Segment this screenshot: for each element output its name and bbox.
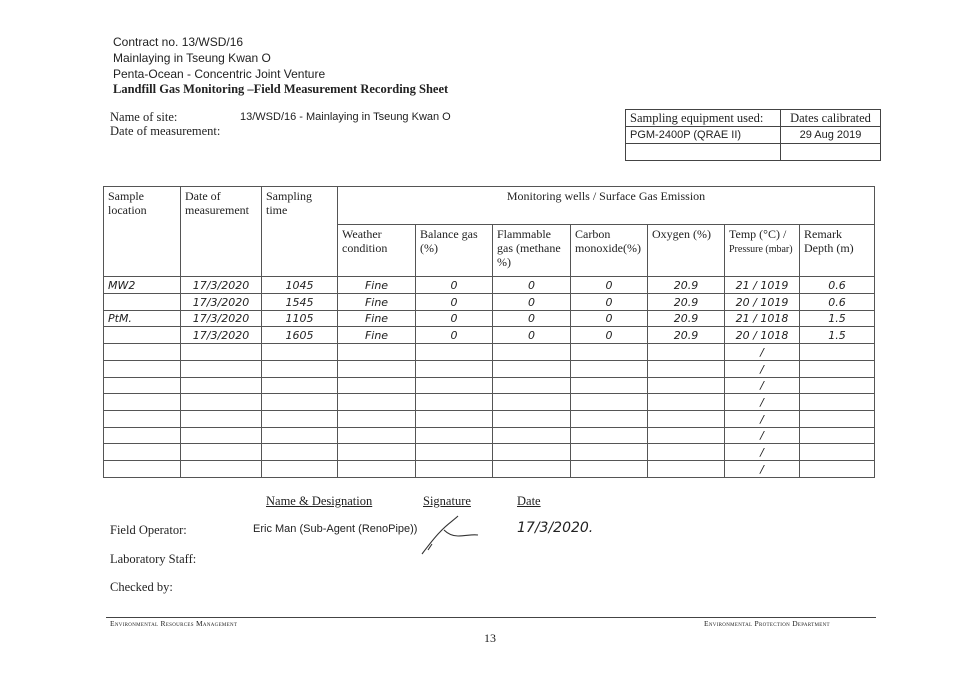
- cell-temp-pressure: [725, 411, 800, 428]
- cell-o2: 20.9: [648, 294, 725, 311]
- cell-co: [571, 344, 648, 361]
- cell-weather: [338, 427, 416, 444]
- contractor-name: Penta-Ocean - Concentric Joint Venture: [113, 67, 326, 81]
- equipment-header: Sampling equipment used:: [626, 110, 781, 127]
- cell-temp: 21: [735, 279, 750, 293]
- cell-temp: 20: [735, 329, 750, 343]
- cell-date: [181, 461, 262, 478]
- table-row: [104, 310, 875, 327]
- cell-balance: [416, 377, 493, 394]
- cell-pressure: 1018: [760, 329, 789, 343]
- cell-co: 0: [571, 310, 648, 327]
- cell-depth: [800, 427, 875, 444]
- cell-loc: [104, 360, 181, 377]
- cell-date: 17/3/2020: [181, 310, 262, 327]
- footer-left: Environmental Resources Management: [110, 619, 238, 628]
- cell-balance: [416, 411, 493, 428]
- cell-pressure: 1019: [760, 279, 789, 293]
- cell-co: 0: [571, 277, 648, 294]
- cell-time: 1045: [262, 277, 338, 294]
- field-operator-label: Field Operator:: [110, 523, 187, 537]
- header-sampling-time: Sampling time: [262, 187, 338, 277]
- table-row: [104, 461, 875, 478]
- cell-flam: [493, 377, 571, 394]
- table-body: [104, 277, 875, 478]
- cell-depth: 0.6: [800, 277, 875, 294]
- cell-balance: 0: [416, 294, 493, 311]
- cell-weather: [338, 411, 416, 428]
- cell-balance: [416, 444, 493, 461]
- cell-depth: [800, 377, 875, 394]
- cell-slash: /: [760, 446, 764, 460]
- table-row: [104, 444, 875, 461]
- cell-co: [571, 427, 648, 444]
- cell-co: [571, 444, 648, 461]
- cell-temp: 20: [735, 295, 750, 309]
- calibrated-value: 29 Aug 2019: [781, 127, 881, 144]
- table-row: [104, 344, 875, 361]
- cell-weather: [338, 444, 416, 461]
- cell-flam: [493, 394, 571, 411]
- project-name: Mainlaying in Tseung Kwan O: [113, 51, 271, 65]
- table-row: [104, 377, 875, 394]
- laboratory-staff-label: Laboratory Staff:: [110, 552, 197, 566]
- cell-slash: /: [749, 279, 761, 293]
- cell-loc: PtM.: [104, 310, 181, 327]
- table-row: [104, 411, 875, 428]
- cell-balance: [416, 427, 493, 444]
- cell-depth: 0.6: [800, 294, 875, 311]
- header-date-of-measurement: Date of measurement: [181, 187, 262, 277]
- cell-loc: [104, 411, 181, 428]
- cell-co: [571, 461, 648, 478]
- cell-weather: Fine: [338, 310, 416, 327]
- cell-temp-pressure: [725, 377, 800, 394]
- cell-co: 0: [571, 294, 648, 311]
- cell-loc: [104, 377, 181, 394]
- cell-temp-pressure: [725, 360, 800, 377]
- cell-slash: /: [760, 345, 764, 359]
- cell-slash: /: [760, 362, 764, 376]
- footer-rule: [106, 617, 876, 618]
- cell-o2: 20.9: [648, 327, 725, 344]
- cell-date: [181, 377, 262, 394]
- cell-o2: [648, 411, 725, 428]
- cell-temp-pressure: [725, 394, 800, 411]
- cell-o2: [648, 377, 725, 394]
- cell-co: [571, 377, 648, 394]
- cell-time: [262, 344, 338, 361]
- cell-balance: [416, 394, 493, 411]
- cell-depth: [800, 411, 875, 428]
- cell-time: [262, 444, 338, 461]
- cell-weather: [338, 360, 416, 377]
- cell-depth: 1.5: [800, 327, 875, 344]
- cell-temp-pressure: [725, 427, 800, 444]
- header-temp-pressure: [725, 224, 800, 276]
- cell-date: [181, 411, 262, 428]
- signature-mark: [418, 510, 482, 558]
- cell-date: [181, 360, 262, 377]
- header-temp: Temp (°C) /: [729, 226, 787, 241]
- cell-date: [181, 394, 262, 411]
- cell-loc: [104, 294, 181, 311]
- cell-balance: 0: [416, 277, 493, 294]
- measurement-table: [103, 186, 875, 478]
- header-oxygen: Oxygen (%): [648, 224, 725, 276]
- cell-balance: 0: [416, 310, 493, 327]
- site-name-label: Name of site:: [110, 110, 178, 124]
- cell-o2: [648, 461, 725, 478]
- cell-o2: [648, 444, 725, 461]
- table-row: [104, 360, 875, 377]
- cell-pressure: 1019: [760, 295, 789, 309]
- cell-temp-pressure: [725, 277, 800, 294]
- date-of-measurement-label: Date of measurement:: [110, 124, 221, 138]
- cell-loc: [104, 327, 181, 344]
- header-remark-depth: Remark Depth (m): [800, 224, 875, 276]
- cell-co: [571, 394, 648, 411]
- cell-o2: [648, 360, 725, 377]
- cell-o2: 20.9: [648, 277, 725, 294]
- signature-header: Signature: [423, 494, 471, 508]
- cell-balance: [416, 461, 493, 478]
- equipment-value: PGM-2400P (QRAE II): [626, 127, 781, 144]
- cell-temp-pressure: [725, 444, 800, 461]
- cell-weather: Fine: [338, 327, 416, 344]
- cell-temp-pressure: [725, 344, 800, 361]
- cell-weather: [338, 377, 416, 394]
- cell-o2: 20.9: [648, 310, 725, 327]
- cell-time: [262, 377, 338, 394]
- date-header: Date: [517, 494, 541, 508]
- header-flammable-gas: Flammable gas (methane %): [493, 224, 571, 276]
- cell-date: 17/3/2020: [181, 294, 262, 311]
- header-monitoring-group: Monitoring wells / Surface Gas Emission: [338, 187, 875, 225]
- calibrated-blank-cell: [781, 144, 881, 161]
- cell-time: 1105: [262, 310, 338, 327]
- header-weather: Weather condition: [338, 224, 416, 276]
- cell-flam: 0: [493, 294, 571, 311]
- cell-flam: [493, 411, 571, 428]
- cell-weather: Fine: [338, 277, 416, 294]
- operator-name: Eric Man (Sub-Agent (RenoPipe)): [253, 523, 418, 535]
- cell-flam: 0: [493, 277, 571, 294]
- cell-o2: [648, 394, 725, 411]
- cell-time: [262, 461, 338, 478]
- cell-time: [262, 360, 338, 377]
- cell-flam: [493, 427, 571, 444]
- page-number: 13: [484, 631, 496, 645]
- cell-weather: Fine: [338, 294, 416, 311]
- cell-slash: /: [749, 329, 761, 343]
- cell-flam: [493, 444, 571, 461]
- cell-co: [571, 360, 648, 377]
- table-row: [104, 427, 875, 444]
- cell-loc: [104, 461, 181, 478]
- cell-depth: [800, 394, 875, 411]
- cell-weather: [338, 344, 416, 361]
- cell-temp-pressure: [725, 461, 800, 478]
- cell-loc: [104, 427, 181, 444]
- cell-date: 17/3/2020: [181, 277, 262, 294]
- cell-time: 1605: [262, 327, 338, 344]
- cell-temp-pressure: [725, 310, 800, 327]
- cell-date: [181, 444, 262, 461]
- calibrated-header: Dates calibrated: [781, 110, 881, 127]
- sheet-title: Landfill Gas Monitoring –Field Measurement Recording Sheet: [113, 82, 449, 96]
- cell-temp: 21: [735, 312, 750, 326]
- cell-flam: 0: [493, 310, 571, 327]
- cell-balance: [416, 344, 493, 361]
- cell-date: [181, 344, 262, 361]
- header-balance-gas: Balance gas (%): [416, 224, 493, 276]
- cell-time: [262, 394, 338, 411]
- name-designation-header: Name & Designation: [266, 494, 373, 508]
- table-row: [104, 294, 875, 311]
- cell-depth: [800, 360, 875, 377]
- cell-o2: [648, 344, 725, 361]
- cell-weather: [338, 461, 416, 478]
- cell-flam: 0: [493, 327, 571, 344]
- cell-temp-pressure: [725, 294, 800, 311]
- operator-date: 17/3/2020.: [517, 520, 594, 536]
- cell-slash: /: [760, 463, 764, 476]
- checked-by-label: Checked by:: [110, 580, 173, 594]
- cell-co: 0: [571, 327, 648, 344]
- cell-slash: /: [760, 412, 764, 426]
- equipment-table: [625, 109, 881, 161]
- cell-depth: [800, 461, 875, 478]
- cell-date: 17/3/2020: [181, 327, 262, 344]
- cell-slash: /: [760, 396, 764, 410]
- cell-time: [262, 411, 338, 428]
- cell-balance: [416, 360, 493, 377]
- table-row: [104, 394, 875, 411]
- table-row: [104, 327, 875, 344]
- cell-slash: /: [749, 312, 761, 326]
- cell-date: [181, 427, 262, 444]
- cell-flam: [493, 461, 571, 478]
- site-name-value: 13/WSD/16 - Mainlaying in Tseung Kwan O: [240, 111, 451, 123]
- cell-slash: /: [760, 429, 764, 443]
- cell-time: [262, 427, 338, 444]
- cell-slash: /: [749, 295, 761, 309]
- cell-loc: [104, 344, 181, 361]
- header-pressure: Pressure (mbar): [729, 243, 793, 255]
- contract-number: Contract no. 13/WSD/16: [113, 35, 244, 49]
- cell-depth: [800, 344, 875, 361]
- table-row: [104, 277, 875, 294]
- cell-depth: [800, 444, 875, 461]
- cell-time: 1545: [262, 294, 338, 311]
- cell-loc: [104, 444, 181, 461]
- cell-slash: /: [760, 379, 764, 393]
- cell-o2: [648, 427, 725, 444]
- cell-temp-pressure: [725, 327, 800, 344]
- cell-depth: 1.5: [800, 310, 875, 327]
- cell-flam: [493, 360, 571, 377]
- header-carbon-monoxide: Carbon monoxide(%): [571, 224, 648, 276]
- cell-co: [571, 411, 648, 428]
- cell-loc: [104, 394, 181, 411]
- cell-weather: [338, 394, 416, 411]
- cell-balance: 0: [416, 327, 493, 344]
- cell-loc: MW2: [104, 277, 181, 294]
- footer-right: Environmental Protection Department: [704, 619, 830, 628]
- cell-pressure: 1018: [760, 312, 789, 326]
- header-sample-location: Sample location: [104, 187, 181, 277]
- cell-flam: [493, 344, 571, 361]
- equipment-blank-cell: [626, 144, 781, 161]
